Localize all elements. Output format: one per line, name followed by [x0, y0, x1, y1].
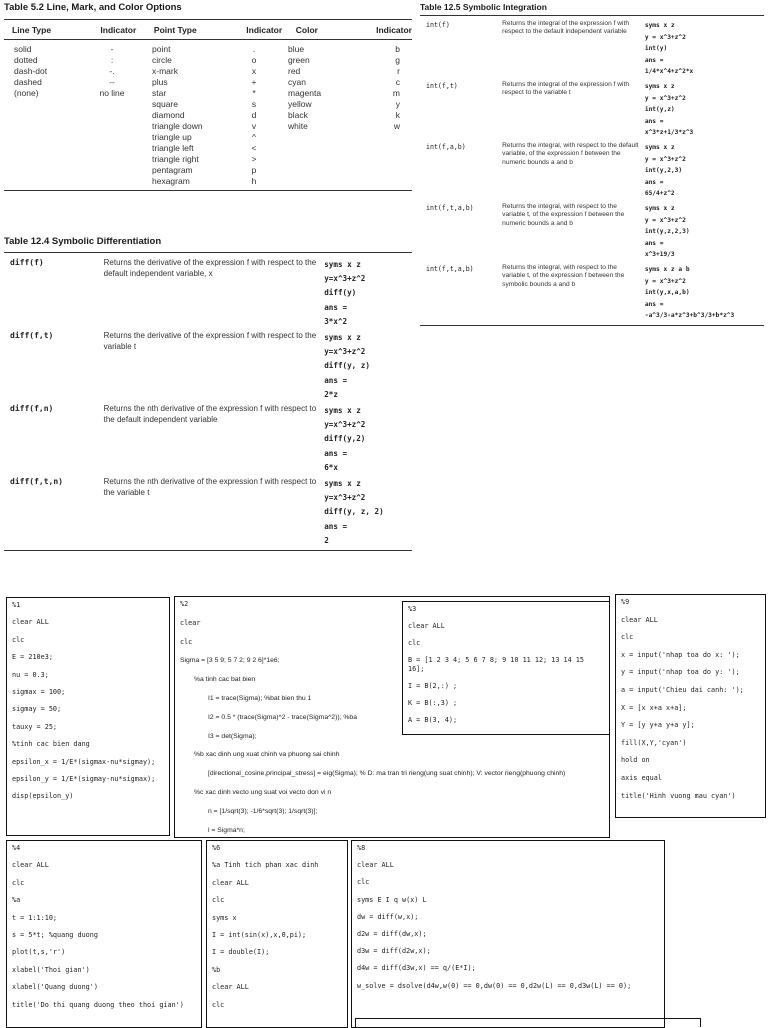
example-code: [324, 258, 412, 330]
table-cell: *: [252, 88, 256, 98]
code-line: d3w = diff(d2w,x);: [357, 947, 431, 956]
code-line: plot(t,s,'r'): [12, 948, 66, 957]
table-cell: yellow: [288, 99, 312, 109]
code-line: y=x^3+z^2: [324, 274, 366, 284]
code-line: title('Hinh vuong mau cyan'): [621, 791, 736, 800]
code-line: axis equal: [621, 773, 662, 782]
table-title: Table 5.2 Line, Mark, and Color Options: [4, 2, 182, 13]
table-row: [4, 88, 412, 99]
col-header-point-type: Point Type: [153, 25, 197, 35]
code-line: w_solve = dsolve(d4w,w(0) == 0,dw(0) == 0,d2w(L) == 0,d3w(L) == 0);: [357, 981, 632, 990]
table-row: [4, 331, 412, 403]
code-line: diff(y, z, 2): [324, 507, 384, 517]
function-description: Returns the integral, with respect to the variable t, of the expression f between the numeric bounds a and b: [502, 203, 625, 227]
code-line: sigmax = 100;: [12, 687, 66, 696]
code-line: ans =: [324, 448, 348, 458]
code-line: I = B(2,:) ;: [408, 682, 458, 690]
code-line: y = x^3+z^2: [644, 33, 686, 41]
table-cell: dash-dot: [14, 66, 48, 76]
table-row: [4, 110, 412, 121]
function-description: Returns the integral, with respect to the variable t, of the expression f between the symbolic bounds a and b: [502, 264, 625, 288]
example-code: [645, 264, 764, 325]
table-row: [4, 99, 412, 110]
code-line: I = double(I);: [212, 948, 270, 957]
code-line: d4w = diff(d3w,x) == q/(E*I);: [357, 964, 476, 973]
table-row: [420, 81, 764, 142]
table-cell: >: [251, 154, 257, 164]
code-line: syms x: [212, 913, 237, 922]
function-signature: int(f,t,a,b): [426, 265, 474, 273]
code-line: nu = 0.3;: [12, 670, 49, 679]
code-line: y = input('nhap toa do y: ');: [621, 668, 740, 677]
function-description: Returns the nth derivative of the expression f with respect to the default independent variable: [103, 404, 317, 424]
col-header-indicator: Indicator: [246, 25, 283, 35]
table-body: [420, 16, 764, 326]
table-cell: [4, 132, 82, 143]
code-line: diff(y,2): [324, 434, 366, 444]
code-line: %tinh cac bien dang: [12, 740, 90, 749]
code-line: -a^3/3-a*z^3+b^3/3+b*z^3: [644, 312, 735, 320]
code-line: y = x^3+z^2: [644, 277, 686, 285]
table-row: [4, 77, 412, 88]
code-line: syms E I q w(x) L: [357, 895, 427, 904]
table-cell: pentagram: [152, 165, 193, 175]
table-row: [420, 20, 764, 81]
code-line: hold on: [621, 756, 650, 765]
table-cell: +: [251, 77, 257, 87]
table-cell: square: [152, 99, 178, 109]
code-line: syms x z: [644, 22, 675, 29]
table-cell: v: [251, 121, 257, 131]
code-line: int(y,z): [644, 106, 675, 114]
table-cell: circle: [152, 55, 172, 65]
code-snippet-9: [615, 594, 766, 818]
table-header: [4, 19, 412, 40]
code-line: %2: [180, 600, 189, 608]
function-signature: int(f,t): [426, 82, 458, 90]
code-line: clc: [621, 633, 634, 642]
table-12-5: [420, 2, 764, 326]
code-line: clear ALL: [357, 861, 394, 870]
function-description: Returns the integral, with respect to the default variable, of the expression f between the numeric bounds a and b: [502, 142, 639, 166]
code-line: clear ALL: [12, 861, 49, 870]
function-signature: diff(f,n): [10, 404, 54, 413]
table-cell: [356, 165, 400, 176]
code-line: K = B(:,3) ;: [408, 699, 458, 707]
code-line: syms x z: [644, 144, 675, 151]
table-cell: ^: [252, 132, 256, 142]
table-cell: y: [395, 99, 400, 109]
table-cell: [282, 154, 356, 165]
table-cell: [82, 143, 142, 154]
table-cell: --: [109, 77, 115, 87]
table-cell: white: [288, 121, 308, 131]
table-row: [4, 258, 412, 330]
table-cell: [282, 176, 356, 187]
code-line: clear ALL: [212, 983, 249, 992]
code-line: clc: [12, 878, 25, 887]
table-cell: [4, 165, 82, 176]
table-cell: m: [392, 88, 400, 98]
code-line: clc: [12, 635, 25, 644]
table-cell: w: [393, 121, 400, 131]
example-code: [645, 20, 764, 81]
code-line: tauxy = 25;: [12, 722, 58, 731]
code-line: %1: [12, 601, 21, 609]
code-line: I3 = det(Sigma);: [208, 732, 257, 740]
code-line: ans =: [644, 239, 664, 247]
table-cell: h: [251, 176, 257, 186]
code-line: clear ALL: [621, 615, 658, 624]
table-row: [4, 154, 412, 165]
table-cell: triangle right: [152, 154, 199, 164]
table-row: [4, 176, 412, 187]
code-line: %6: [212, 844, 221, 852]
col-header-indicator: Indicator: [100, 25, 137, 35]
code-line: 6*x: [324, 462, 338, 472]
table-row: [4, 132, 412, 143]
code-line: 2*z: [324, 389, 338, 399]
code-line: %c xac dinh vecto ung suat voi vecto don vi n: [194, 788, 332, 796]
table-row: [4, 121, 412, 132]
table-cell: plus: [152, 77, 168, 87]
code-line: x^3+19/3: [644, 251, 675, 259]
code-line: Sigma = [3 5 9; 5 7 2; 9 2 6]*1e6;: [180, 657, 280, 665]
function-signature: diff(f): [10, 258, 44, 267]
function-signature: int(f,t,a,b): [426, 204, 474, 212]
table-row: [4, 477, 412, 549]
code-line: a = input('Chieu dai canh: ');: [621, 685, 744, 694]
col-header-indicator: Indicator: [376, 25, 412, 35]
code-line: %8: [357, 844, 366, 852]
table-cell: p: [251, 165, 257, 175]
code-line: X = [x x+a x+a];: [621, 703, 687, 712]
code-line: y = x^3+z^2: [644, 155, 686, 163]
table-cell: point: [152, 44, 171, 54]
table-cell: [82, 99, 142, 110]
code-line: %4: [12, 844, 21, 852]
table-cell: hexagram: [152, 176, 190, 186]
table-cell: x: [251, 66, 257, 76]
table-12-4: [4, 236, 412, 551]
code-line: y=x^3+z^2: [324, 493, 366, 503]
table-cell: [356, 132, 400, 143]
table-row: [420, 142, 764, 203]
table-cell: [282, 143, 356, 154]
table-cell: -.: [109, 66, 115, 76]
code-line: x = input('nhap toa do x: ');: [621, 650, 740, 659]
table-cell: magenta: [288, 88, 322, 98]
function-description: Returns the derivative of the expression f with respect to the variable t: [103, 331, 317, 351]
table-cell: triangle up: [152, 132, 192, 142]
code-line: ans =: [324, 302, 348, 312]
table-row: [4, 44, 412, 55]
code-line: diff(y, z): [324, 361, 370, 371]
table-cell: [4, 121, 82, 132]
table-cell: [82, 110, 142, 121]
code-line: syms x z a b: [644, 266, 690, 273]
code-line: int(y,z,2,3): [644, 228, 690, 236]
function-description: Returns the derivative of the expression f with respect to the default independent variable, x: [103, 258, 317, 278]
code-line: y=x^3+z^2: [324, 347, 366, 357]
code-line: ans =: [644, 178, 664, 186]
function-description: Returns the integral of the expression f with respect to the default independent variable: [502, 20, 629, 36]
code-snippet-1: [6, 597, 170, 836]
code-line: 2: [324, 535, 329, 545]
code-line: %a Tinh tich phan xac dinh: [212, 861, 319, 870]
table-cell: [82, 121, 142, 132]
code-line: syms x z: [324, 406, 361, 415]
code-snippet-3: [402, 601, 610, 735]
code-line: xlabel('Quang duong'): [12, 983, 98, 992]
code-line: int(y,x,a,b): [644, 289, 690, 297]
col-header-line-type: Line Type: [12, 25, 52, 35]
code-line: I1 = trace(Sigma); %bat bien thu 1: [208, 694, 312, 702]
code-line: int(y,2,3): [644, 167, 683, 175]
code-line: dw = diff(w,x);: [357, 912, 419, 921]
table-cell: [282, 165, 356, 176]
function-description: Returns the integral of the expression f with respect to the variable t: [502, 81, 629, 97]
table-cell: green: [288, 55, 310, 65]
table-body: [4, 253, 412, 551]
table-row: [420, 264, 764, 325]
table-body: [4, 40, 412, 191]
table-cell: [356, 154, 400, 165]
code-line: epsilon_y = 1/E*(sigmay-nu*sigmax);: [12, 774, 156, 783]
code-line: y = x^3+z^2: [644, 94, 686, 102]
table-cell: [4, 110, 82, 121]
code-line: E = 210e3;: [12, 653, 53, 662]
code-line: x^3*z+1/3*z^3: [644, 129, 694, 137]
code-line: clc: [357, 878, 370, 887]
table-cell: triangle down: [152, 121, 203, 131]
code-line: ans =: [324, 521, 348, 531]
table-cell: blue: [288, 44, 305, 54]
code-line: diff(y): [324, 288, 357, 298]
table-cell: [356, 143, 400, 154]
code-line: disp(epsilon_y): [12, 792, 74, 801]
code-line: 1/4*x^4+z^2*x: [644, 68, 694, 76]
code-line: clear ALL: [408, 622, 445, 630]
example-code: [645, 81, 764, 142]
table-row: [4, 165, 412, 176]
table-cell: [282, 132, 356, 143]
table-cell: no line: [99, 88, 125, 98]
table-cell: [82, 176, 142, 187]
code-line: A = B(3, 4);: [408, 716, 458, 724]
function-signature: int(f): [426, 21, 450, 29]
code-line: clear: [180, 618, 201, 627]
example-code: [645, 142, 764, 203]
example-code: [324, 404, 412, 476]
table-cell: x-mark: [152, 66, 178, 76]
example-code: [324, 331, 412, 403]
function-signature: diff(f,t,n): [10, 477, 63, 486]
table-cell: [4, 143, 82, 154]
code-snippet-6: [206, 840, 348, 1028]
code-line: clc: [408, 639, 421, 647]
code-line: clc: [212, 1000, 225, 1009]
table-title: Table 12.4 Symbolic Differentiation: [4, 236, 162, 247]
col-header-color: Color: [295, 25, 318, 35]
code-line: %b: [212, 965, 221, 974]
code-line: %b xac dinh ung xuat chinh va phuong sai chinh: [194, 751, 340, 759]
code-line: %3: [408, 605, 417, 613]
table-cell: :: [110, 55, 114, 65]
table-cell: dashed: [14, 77, 42, 87]
example-code: [324, 477, 412, 549]
code-line: title('Do thi quang duong theo thoi gian'): [12, 1000, 184, 1009]
table-cell: [4, 154, 82, 165]
table-row: [4, 55, 412, 66]
code-line: %a tinh cac bat bien: [194, 676, 256, 684]
table-cell: star: [152, 88, 167, 98]
code-line: t = 1:1:10;: [12, 913, 58, 922]
table-cell: s: [251, 99, 257, 109]
code-line: clear ALL: [212, 878, 249, 887]
table-cell: [82, 132, 142, 143]
code-line: ans =: [644, 56, 664, 64]
table-cell: triangle left: [152, 143, 194, 153]
table-cell: [356, 176, 400, 187]
code-line: ans =: [644, 117, 664, 125]
code-line: B = [1 2 3 4; 5 6 7 8; 9 10 11 12; 13 14 15 16];: [408, 656, 589, 673]
table-cell: black: [288, 110, 308, 120]
table-cell: <: [251, 143, 257, 153]
table-cell: dotted: [14, 55, 38, 65]
table-cell: c: [395, 77, 400, 87]
code-line: y=x^3+z^2: [324, 420, 366, 430]
code-line: int(y): [644, 45, 668, 53]
table-row: [4, 66, 412, 77]
code-line: n = [1/sqrt(3); -1/6*sqrt(3); 1/sqrt(3)];: [208, 807, 318, 815]
table-cell: g: [395, 55, 400, 65]
code-line: l = Sigma*n;: [208, 826, 245, 834]
code-line: Y = [y y+a y+a y];: [621, 721, 695, 730]
table-cell: [82, 154, 142, 165]
table-cell: r: [397, 66, 400, 76]
table-cell: d: [251, 110, 257, 120]
table-row: [4, 404, 412, 476]
table-cell: .: [252, 44, 256, 54]
code-line: [directional_cosine,principal_stress] = eig(Sigma); % D: ma tran tri rieng(ung suat chinh); V: vector rieng(phuong chinh): [208, 770, 566, 778]
code-line: ans =: [644, 300, 664, 308]
table-cell: k: [395, 110, 400, 120]
code-line: y = x^3+z^2: [644, 216, 686, 224]
code-line: clc: [212, 896, 225, 905]
code-line: %9: [621, 598, 630, 606]
code-line: d2w = diff(dw,x);: [357, 929, 427, 938]
code-line: I2 = 0.5 * (trace(Sigma)^2 - trace(Sigma^2)); %ba: [208, 713, 357, 721]
function-signature: int(f,a,b): [426, 143, 466, 151]
table-row: [420, 203, 764, 264]
code-line: epsilon_x = 1/E*(sigmax-nu*sigmay);: [12, 757, 156, 766]
code-line: clc: [180, 637, 193, 646]
table-cell: -: [110, 44, 114, 54]
table-cell: solid: [14, 44, 32, 54]
table-cell: cyan: [288, 77, 306, 87]
table-row: [4, 143, 412, 154]
table-cell: (none): [14, 88, 39, 98]
code-line: I = int(sin(x),x,0,pi);: [212, 930, 307, 939]
code-line: syms x z: [324, 333, 361, 342]
table-cell: [82, 165, 142, 176]
code-line: s = 5*t; %quang duong: [12, 930, 98, 939]
code-line: syms x z: [644, 205, 675, 212]
table-cell: [4, 176, 82, 187]
partial-box-edge: [355, 1018, 701, 1027]
code-line: sigmay = 50;: [12, 705, 62, 714]
code-line: 3*x^2: [324, 316, 348, 326]
table-cell: red: [288, 66, 301, 76]
code-snippet-8: [351, 840, 665, 1028]
function-description: Returns the nth derivative of the expression f with respect to the variable t: [103, 477, 317, 497]
code-line: ans =: [324, 375, 348, 385]
code-line: %a: [12, 896, 21, 905]
code-line: fill(X,Y,'cyan'): [621, 738, 687, 747]
table-title: Table 12.5 Symbolic Integration: [420, 2, 547, 12]
code-line: clear ALL: [12, 618, 49, 627]
table-cell: b: [395, 44, 400, 54]
table-5-2: [4, 2, 412, 191]
table-cell: [4, 99, 82, 110]
table-cell: diamond: [152, 110, 185, 120]
function-signature: diff(f,t): [10, 331, 54, 340]
code-line: syms x z: [644, 83, 675, 90]
example-code: [645, 203, 764, 264]
code-line: syms x z: [324, 260, 361, 269]
code-line: 65/4+z^2: [644, 190, 675, 198]
table-cell: o: [251, 55, 257, 65]
code-snippet-4: [6, 840, 202, 1028]
code-line: syms x z: [324, 479, 361, 488]
code-line: xlabel('Thoi gian'): [12, 965, 90, 974]
